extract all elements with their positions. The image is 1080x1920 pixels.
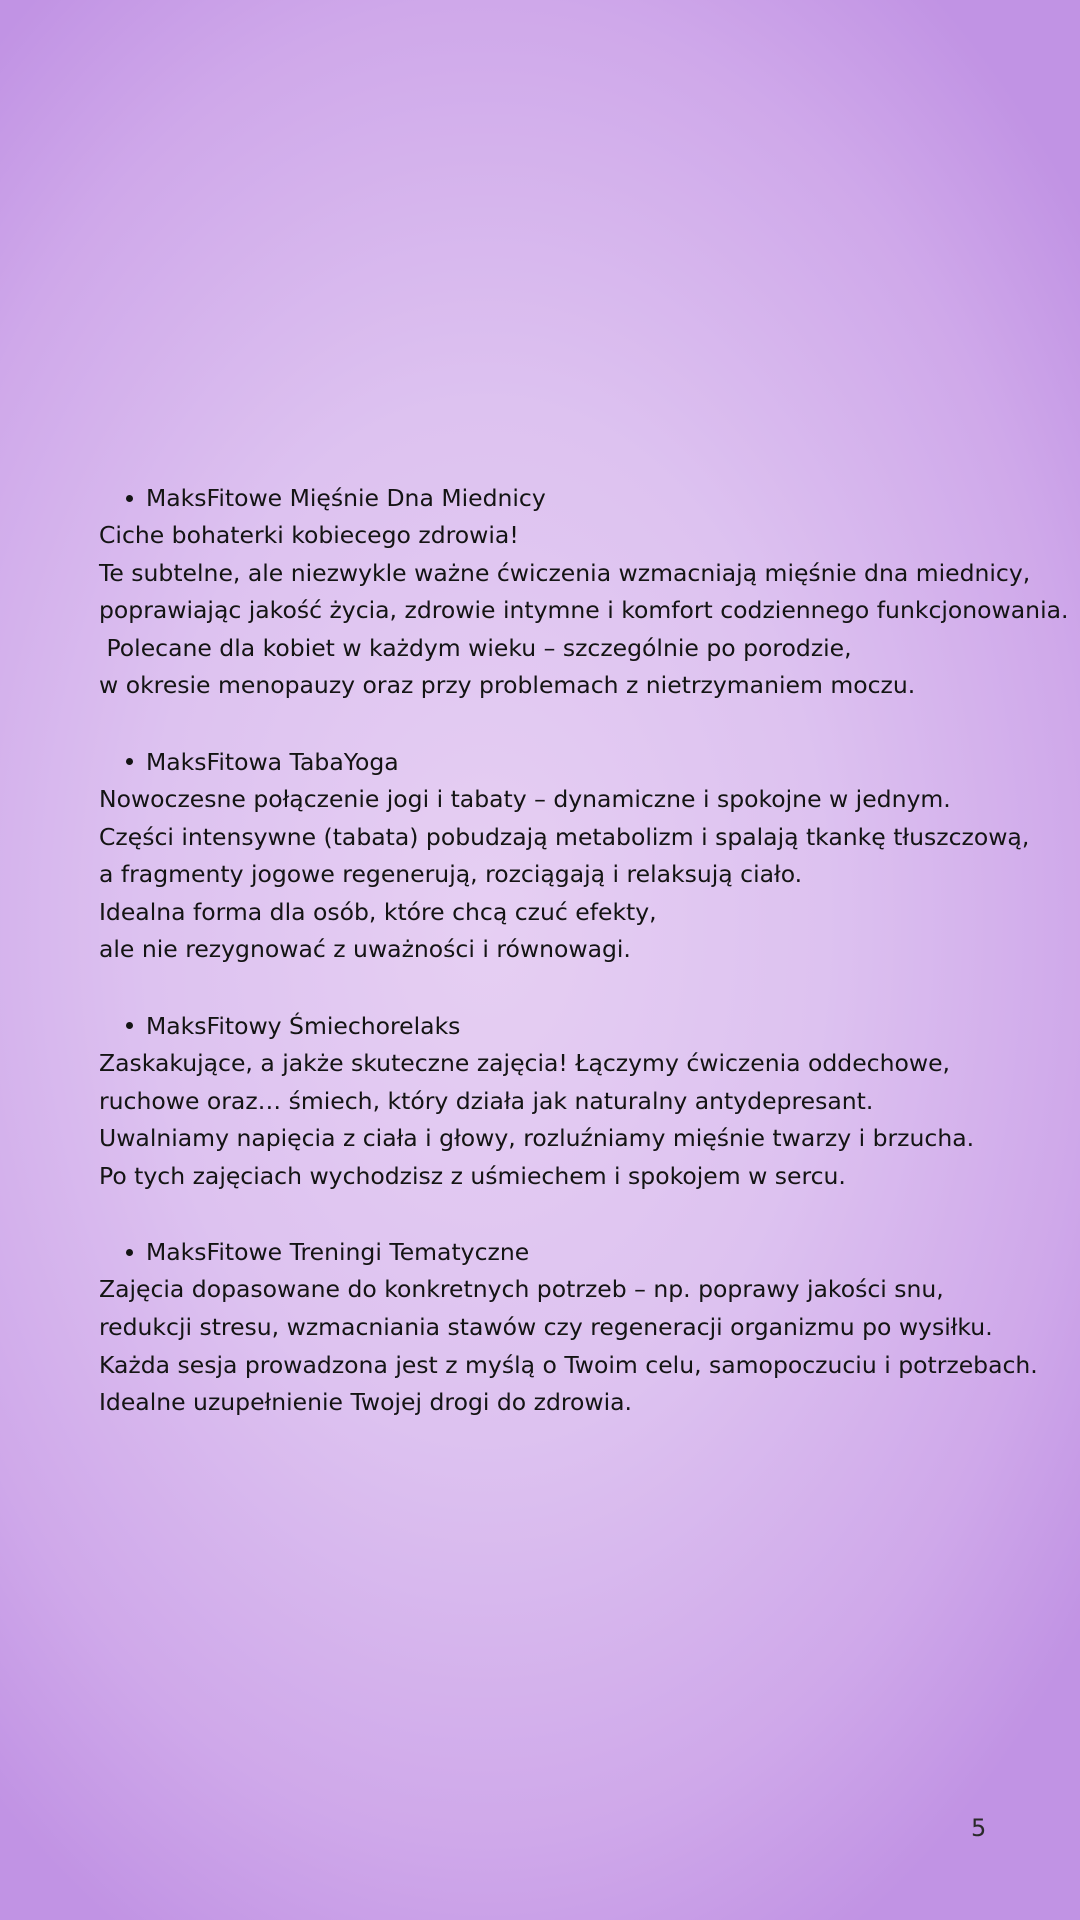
paragraph-line: Idealne uzupełnienie Twojej drogi do zdrowia. — [99, 1388, 633, 1417]
section-title: MaksFitowy Śmiechorelaks — [146, 1011, 461, 1040]
section-heading — [99, 1233, 1059, 1271]
paragraph-line: Zaskakujące, a jakże skuteczne zajęcia! Łączymy ćwiczenia oddechowe, — [99, 1048, 951, 1077]
paragraph-line: w okresie menopauzy oraz przy problemach z nietrzymaniem moczu. — [99, 671, 916, 700]
section-heading — [99, 1007, 1059, 1045]
section-title: MaksFitowe Mięśnie Dna Miednicy — [146, 484, 546, 512]
section-heading — [99, 479, 1059, 517]
section-heading — [99, 743, 1059, 781]
paragraph-line: Te subtelne, ale niezwykle ważne ćwiczenia wzmacniają mięśnie dna miednicy, — [99, 558, 1031, 587]
paragraph-line: Każda sesja prowadzona jest z myślą o Twoim celu, samopoczuciu i potrzebach. — [99, 1350, 1038, 1379]
bullet-icon — [126, 1249, 133, 1256]
paragraph-line: Uwalniamy napięcia z ciała i głowy, rozluźniamy mięśnie twarzy i brzucha. — [99, 1124, 975, 1153]
page-content — [99, 479, 1069, 1460]
bullet-icon — [126, 1022, 133, 1029]
paragraph-line: ruchowe oraz… śmiech, który działa jak naturalny antydepresant. — [99, 1086, 874, 1115]
page-number: 5 — [971, 1814, 987, 1842]
paragraph-line: Po tych zajęciach wychodzisz z uśmiechem i spokojem w sercu. — [99, 1161, 846, 1190]
paragraph-line: Idealna forma dla osób, które chcą czuć efekty, — [99, 897, 657, 926]
paragraph-line: ale nie rezygnować z uważności i równowagi. — [99, 935, 631, 964]
section-smiechorelaks — [99, 1007, 1059, 1195]
paragraph-line: Nowoczesne połączenie jogi i tabaty – dynamiczne i spokojne w jednym. — [99, 784, 951, 813]
paragraph-line: Części intensywne (tabata) pobudzają metabolizm i spalają tkankę tłuszczową, — [99, 822, 1030, 851]
paragraph-line: Polecane dla kobiet w każdym wieku – szczególnie po porodzie, — [99, 633, 852, 662]
bullet-icon — [126, 758, 133, 765]
section-tabayoga — [99, 743, 1059, 969]
bullet-icon — [126, 495, 133, 502]
section-title: MaksFitowe Treningi Tematyczne — [146, 1238, 530, 1267]
section-pelvic-floor — [99, 479, 1069, 705]
paragraph-line: Ciche bohaterki kobiecego zdrowia! — [99, 521, 519, 549]
paragraph-line: a fragmenty jogowe regenerują, rozciągają i relaksują ciało. — [99, 860, 803, 889]
paragraph-line: redukcji stresu, wzmacniania stawów czy regeneracji organizmu po wysiłku. — [99, 1312, 993, 1341]
paragraph-line: poprawiając jakość życia, zdrowie intymne i komfort codziennego funkcjonowania. — [99, 596, 1069, 625]
section-title: MaksFitowa TabaYoga — [146, 747, 399, 776]
paragraph-line: Zajęcia dopasowane do konkretnych potrzeb – np. poprawy jakości snu, — [99, 1275, 944, 1304]
section-thematic-trainings — [99, 1233, 1059, 1421]
